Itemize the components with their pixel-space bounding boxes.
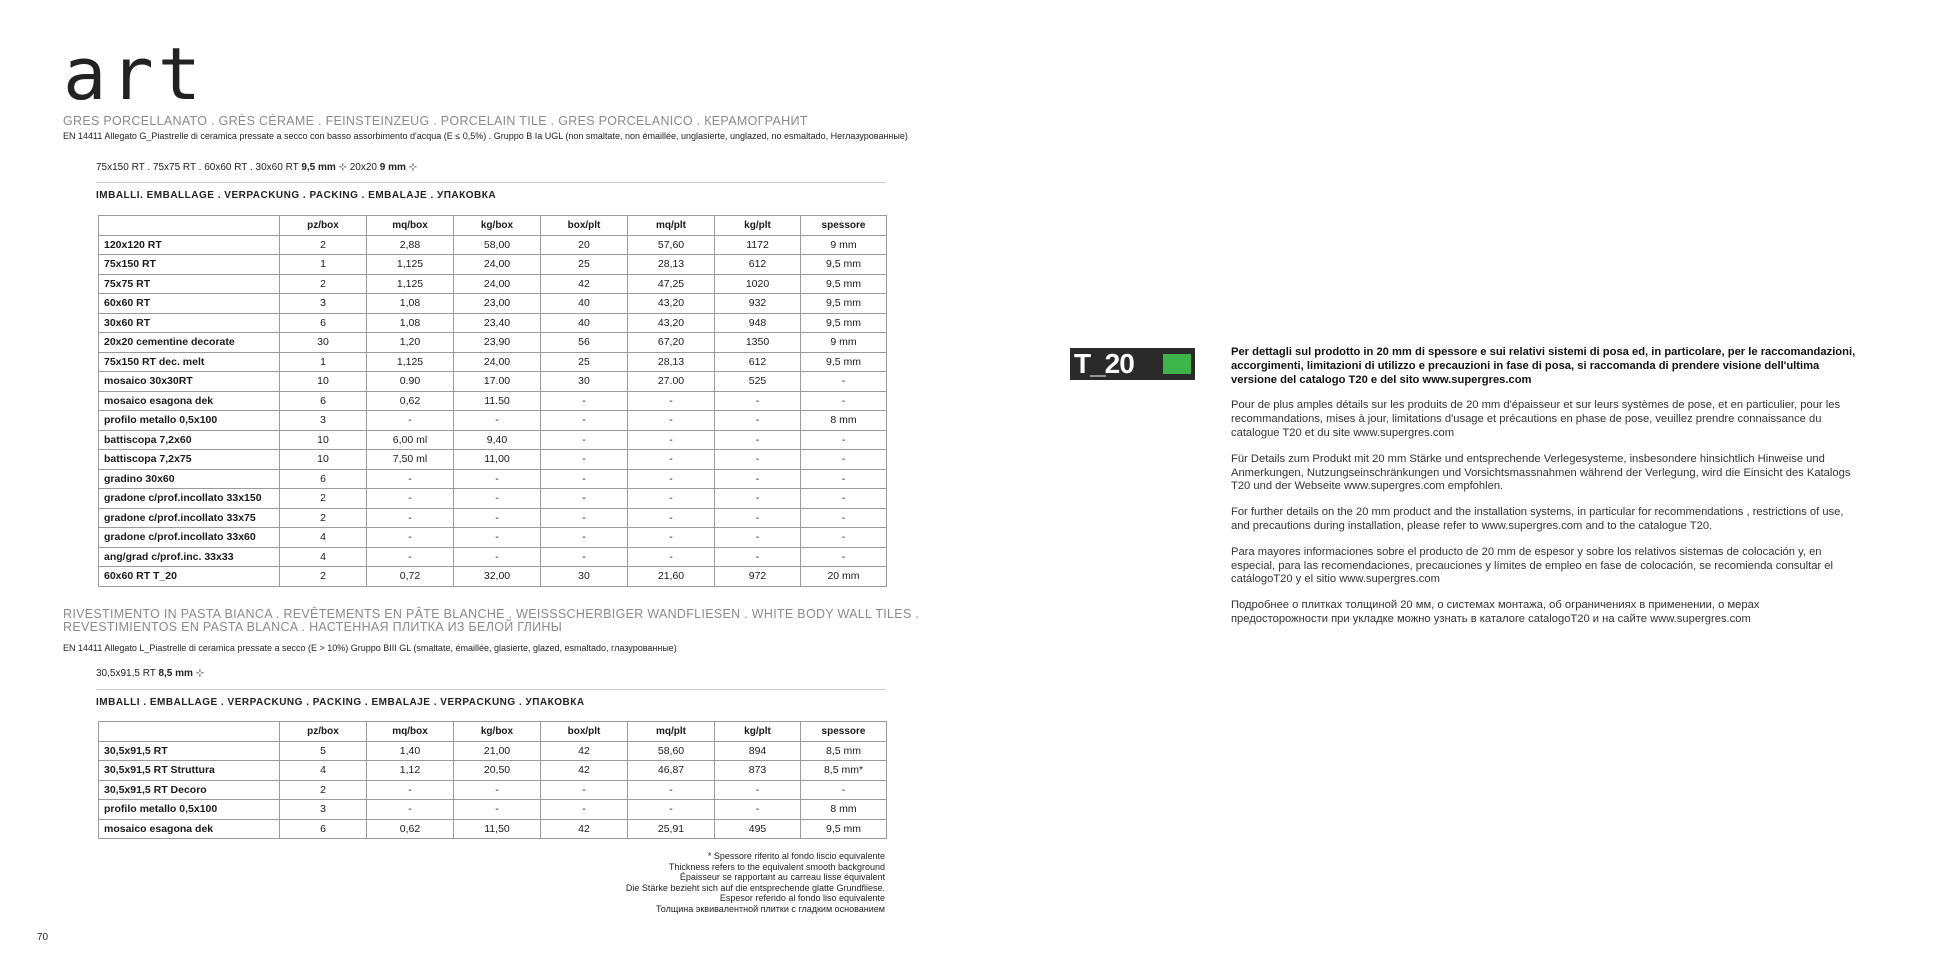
table-cell: 57,60 (628, 235, 715, 255)
table-cell: 42 (541, 741, 628, 761)
table-cell: 2 (280, 508, 367, 528)
table-cell: 495 (715, 819, 801, 839)
product-name-cell: 30,5x91,5 RT Struttura (99, 761, 280, 781)
table-cell: 2 (280, 274, 367, 294)
table-cell: - (541, 547, 628, 567)
table-cell: - (801, 469, 887, 489)
table-cell: 3 (280, 294, 367, 314)
table-cell: 10 (280, 450, 367, 470)
table-cell: - (541, 489, 628, 509)
divider (96, 689, 886, 690)
footnote-line: * Spessore riferito al fondo liscio equivalente (707, 851, 885, 861)
header-blank-cell (99, 216, 280, 236)
table-cell: - (628, 489, 715, 509)
table-cell: 42 (541, 761, 628, 781)
product-name-cell: battiscopa 7,2x60 (99, 430, 280, 450)
table-cell: - (454, 547, 541, 567)
table-cell: - (715, 780, 801, 800)
table-cell: - (801, 372, 887, 392)
product-name-cell: ang/grad c/prof.inc. 33x33 (99, 547, 280, 567)
table-cell: 11,00 (454, 450, 541, 470)
table-cell: 28,13 (628, 255, 715, 275)
table-cell: 21,00 (454, 741, 541, 761)
column-header: kg/plt (715, 216, 801, 236)
table-cell: 525 (715, 372, 801, 392)
table-cell: 1350 (715, 333, 801, 353)
porcelain-norm: EN 14411 Allegato G_Piastrelle di ceramica pressate a secco con basso assorbimento d'acqua (E ≤ 0,5%) . Gruppo B Ia UGL (non smaltate, non émaillée, unglasierte, unglazed, no esmaltado, Неглазурованные) (63, 131, 908, 141)
product-name-cell: gradone c/prof.incollato 33x60 (99, 528, 280, 548)
table-cell: 56 (541, 333, 628, 353)
porcelain-packing-title: IMBALLI. EMBALLAGE . VERPACKUNG . PACKING . EMBALAJE . УПАКОВКА (96, 190, 497, 201)
table-row (99, 489, 887, 509)
product-name-cell: 30,5x91,5 RT (99, 741, 280, 761)
table-cell: 1,08 (367, 294, 454, 314)
table-cell: - (801, 780, 887, 800)
formats-thickness: 8,5 mm (158, 668, 193, 679)
table-cell: 6 (280, 819, 367, 839)
table-cell: 40 (541, 294, 628, 314)
column-header: box/plt (541, 722, 628, 742)
brand-logo: art (63, 32, 206, 116)
table-cell: - (454, 800, 541, 820)
product-name-cell: 60x60 RT T_20 (99, 567, 280, 587)
table-cell: - (628, 547, 715, 567)
table-row (99, 528, 887, 548)
table-row (99, 372, 887, 392)
table-row (99, 255, 887, 275)
table-cell: - (715, 411, 801, 431)
table-cell: - (454, 411, 541, 431)
product-name-cell: 30x60 RT (99, 313, 280, 333)
footnote-line: Die Stärke bezieht sich auf die entsprechende glatte Grundfliese. (625, 882, 885, 893)
table-row (99, 780, 887, 800)
table-cell: - (628, 469, 715, 489)
column-header: kg/plt (715, 722, 801, 742)
table-cell: 20,50 (454, 761, 541, 781)
table-cell: 9 mm (801, 333, 887, 353)
column-header: mq/box (367, 722, 454, 742)
table-cell: 67,20 (628, 333, 715, 353)
table-cell: 948 (715, 313, 801, 333)
t20-note-es: Para mayores informaciones sobre el producto de 20 mm de espesor y sobre los relativos sistemas de colocación y, en especial, para las recomendaciones, precauciones y límites de empleo en fase de colocación, se recomienda consultar el catálogoT20 y el sitio www.supergres.com (1231, 545, 1833, 586)
table-row (99, 508, 887, 528)
product-name-cell: profilo metallo 0,5x100 (99, 411, 280, 431)
table-cell: 5 (280, 741, 367, 761)
table-cell: 0,72 (367, 567, 454, 587)
product-name-cell: profilo metallo 0,5x100 (99, 800, 280, 820)
formats-list: 75x150 RT . 75x75 RT . 60x60 RT . 30x60 RT (96, 162, 299, 173)
table-cell: - (541, 430, 628, 450)
table-cell: - (367, 489, 454, 509)
table-cell: - (628, 528, 715, 548)
product-name-cell: gradone c/prof.incollato 33x150 (99, 489, 280, 509)
table-row (99, 333, 887, 353)
table-row (99, 547, 887, 567)
wall-norm: EN 14411 Allegato L_Piastrelle di ceramica pressate a secco (E > 10%) Gruppo BIII GL (smaltate, émaillée, glasierte, glazed, esmaltado, глазурованные) (63, 643, 677, 653)
table-cell: - (628, 780, 715, 800)
table-cell: - (541, 469, 628, 489)
table-cell: - (454, 489, 541, 509)
table-cell: - (628, 508, 715, 528)
t20-note-ru: Подробнее о плитках толщиной 20 мм, о системах монтажа, об ограничениях в применении, о мерах предосторожности при укладке можно узнать в каталоге catalogoT20 и на сайте www.supergres.com (1231, 599, 1760, 625)
table-cell: 40 (541, 313, 628, 333)
t20-notes (1231, 346, 1859, 639)
column-header: box/plt (541, 216, 628, 236)
porcelain-packing-table (98, 215, 887, 587)
header-blank-cell (99, 722, 280, 742)
table-cell: 24,00 (454, 274, 541, 294)
footnote-line: Épaisseur se rapportant au carreau lisse équivalent (679, 872, 885, 883)
table-cell: 4 (280, 761, 367, 781)
table-cell: 30 (541, 372, 628, 392)
table-cell: - (628, 391, 715, 411)
table-cell: 42 (541, 819, 628, 839)
table-cell: 20 (541, 235, 628, 255)
formats-thickness: 9,5 mm (301, 162, 336, 173)
table-cell: 11.50 (454, 391, 541, 411)
table-cell: 30 (541, 567, 628, 587)
t20-note-en: For further details on the 20 mm product and the installation systems, in particular for recommendations , restrictions of use, and precautions during installation, please refer to www.supergres.com and to the catalogue T20. (1231, 506, 1844, 532)
table-cell: - (367, 528, 454, 548)
table-row (99, 450, 887, 470)
table-cell: 9,5 mm (801, 819, 887, 839)
table-cell: - (367, 469, 454, 489)
table-cell: - (715, 430, 801, 450)
table-cell: 9,5 mm (801, 255, 887, 275)
table-cell: 3 (280, 800, 367, 820)
table-cell: 9,40 (454, 430, 541, 450)
table-cell: 2 (280, 489, 367, 509)
table-cell: 6 (280, 391, 367, 411)
table-cell: - (628, 800, 715, 820)
table-row (99, 741, 887, 761)
product-name-cell: 75x75 RT (99, 274, 280, 294)
table-cell: - (715, 391, 801, 411)
product-name-cell: mosaico 30x30RT (99, 372, 280, 392)
table-row (99, 352, 887, 372)
table-cell: 6 (280, 469, 367, 489)
table-cell: 1,125 (367, 255, 454, 275)
table-cell: 2 (280, 780, 367, 800)
table-row (99, 800, 887, 820)
wall-formats (96, 668, 204, 679)
t20-badge-text: T_20 (1074, 348, 1134, 379)
table-cell: 27.00 (628, 372, 715, 392)
product-name-cell: 30,5x91,5 RT Decoro (99, 780, 280, 800)
table-cell: 11,50 (454, 819, 541, 839)
porcelain-formats (96, 162, 417, 173)
table-cell: 17.00 (454, 372, 541, 392)
column-header: pz/box (280, 216, 367, 236)
table-cell: - (454, 780, 541, 800)
table-cell: 932 (715, 294, 801, 314)
table-cell: 1,20 (367, 333, 454, 353)
t20-note-it: Per dettagli sul prodotto in 20 mm di spessore e sui relativi sistemi di posa ed, in particolare, per le raccomandazioni, accorgimenti, limitazioni di utilizzo e precauzioni in fase di posa, si raccomanda di prendere visione dell'ultima versione del catalogo T20 e del sito www.supergres.com (1231, 346, 1856, 386)
table-cell: 612 (715, 352, 801, 372)
product-name-cell: 75x150 RT dec. melt (99, 352, 280, 372)
table-cell: 28,13 (628, 352, 715, 372)
porcelain-title: GRES PORCELLANATO . GRÈS CÉRAME . FEINSTEINZEUG . PORCELAIN TILE . GRES PORCELANICO . КЕРАМОГРАНИТ (63, 114, 808, 128)
table-cell: 9,5 mm (801, 352, 887, 372)
table-cell: 9 mm (801, 235, 887, 255)
footnote-line: Толщина эквивалентной плитки с гладким основанием (656, 903, 885, 914)
product-name-cell: mosaico esagona dek (99, 819, 280, 839)
table-cell: 46,87 (628, 761, 715, 781)
table-cell: 3 (280, 411, 367, 431)
table-cell: 1172 (715, 235, 801, 255)
table-cell: - (801, 547, 887, 567)
table-cell: - (454, 508, 541, 528)
formats-list-2: 20x20 (349, 162, 377, 173)
footnote-line: Thickness refers to the equivalent smooth background (668, 861, 885, 872)
table-cell: - (801, 528, 887, 548)
wall-title-line-1: RIVESTIMENTO IN PASTA BIANCA . REVÊTEMENTS EN PÂTE BLANCHE . WEISSSCHERBIGER WANDFLIESEN . WHITE BODY WALL TILES . (63, 607, 920, 621)
table-cell: 10 (280, 372, 367, 392)
table-row (99, 274, 887, 294)
table-cell: - (801, 508, 887, 528)
table-cell: 894 (715, 741, 801, 761)
table-row (99, 391, 887, 411)
table-cell: - (541, 780, 628, 800)
table-cell: - (541, 528, 628, 548)
table-cell: 21,60 (628, 567, 715, 587)
table-row (99, 567, 887, 587)
table-header-row (99, 722, 887, 742)
table-cell: - (801, 391, 887, 411)
divider (96, 182, 886, 183)
product-name-cell: mosaico esagona dek (99, 391, 280, 411)
table-row (99, 294, 887, 314)
table-cell: 0.90 (367, 372, 454, 392)
table-cell: 612 (715, 255, 801, 275)
table-cell: - (628, 411, 715, 431)
column-header: spessore (801, 216, 887, 236)
table-cell: 30 (280, 333, 367, 353)
table-cell: - (454, 469, 541, 489)
table-cell: - (628, 430, 715, 450)
table-cell: - (801, 450, 887, 470)
product-name-cell: 120x120 RT (99, 235, 280, 255)
table-cell: - (715, 469, 801, 489)
table-cell: 25 (541, 255, 628, 275)
table-cell: 1,125 (367, 352, 454, 372)
table-row (99, 411, 887, 431)
t20-note-fr: Pour de plus amples détails sur les produits de 20 mm d'épaisseur et sur leurs systèmes de pose, et en particulier, pour les recommandations, mises à jour, limitations d'usage et précautions en phase de pose, veuillez prendre connaissance du catalogue T20 et du site www.supergres.com (1231, 399, 1841, 439)
table-cell: 43,20 (628, 294, 715, 314)
column-header: pz/box (280, 722, 367, 742)
wall-title-line-2: REVESTIMIENTOS EN PASTA BLANCA . НАСТЕННАЯ ПЛИТКА ИЗ БЕЛОЙ ГЛИНЫ (63, 620, 563, 634)
table-cell: 2,88 (367, 235, 454, 255)
table-cell: 9,5 mm (801, 313, 887, 333)
table-cell: 2 (280, 567, 367, 587)
table-cell: 9,5 mm (801, 274, 887, 294)
table-cell: 972 (715, 567, 801, 587)
thickness-icon: ⊹ (195, 668, 205, 679)
table-cell: 4 (280, 528, 367, 548)
table-row (99, 313, 887, 333)
column-header: spessore (801, 722, 887, 742)
table-cell: 8 mm (801, 800, 887, 820)
table-cell: - (454, 528, 541, 548)
table-cell: - (541, 508, 628, 528)
column-header: kg/box (454, 722, 541, 742)
table-cell: 58,00 (454, 235, 541, 255)
t20-note-de: Für Details zum Produkt mit 20 mm Stärke und entsprechende Verlegesysteme, insbesondere hinsichtlich Hinweise und Anmerkungen, Nutzungseinschränkungen und Vorsichtsmassnahmen während der Verlegung, wird die Einsicht des Katalogs T20 und der Webseite www.supergres.com empfohlen. (1231, 452, 1851, 493)
table-cell: - (801, 430, 887, 450)
footnote-line: Espesor referido al fondo liso equivalente (719, 893, 885, 904)
footnotes (560, 851, 885, 915)
column-header: kg/box (454, 216, 541, 236)
table-cell: 23,00 (454, 294, 541, 314)
product-name-cell: 20x20 cementine decorate (99, 333, 280, 353)
table-cell: - (367, 800, 454, 820)
formats-list: 30,5x91,5 RT (96, 668, 156, 679)
table-cell: 25 (541, 352, 628, 372)
table-cell: - (715, 508, 801, 528)
table-cell: 23,90 (454, 333, 541, 353)
table-cell: 47,25 (628, 274, 715, 294)
table-cell: 23,40 (454, 313, 541, 333)
table-cell: - (715, 547, 801, 567)
table-cell: - (715, 450, 801, 470)
table-cell: 58,60 (628, 741, 715, 761)
table-cell: 6,00 ml (367, 430, 454, 450)
table-cell: - (541, 800, 628, 820)
table-cell: - (367, 411, 454, 431)
table-cell: 6 (280, 313, 367, 333)
table-cell: 1,12 (367, 761, 454, 781)
product-name-cell: gradone c/prof.incollato 33x75 (99, 508, 280, 528)
table-cell: 25,91 (628, 819, 715, 839)
table-cell: 2 (280, 235, 367, 255)
wall-packing-table (98, 721, 887, 839)
table-cell: 24,00 (454, 255, 541, 275)
thickness-icon: ⊹ (338, 162, 347, 173)
table-cell: 10 (280, 430, 367, 450)
wall-packing-title: IMBALLI . EMBALLAGE . VERPACKUNG . PACKING . EMBALAJE . VERPACKUNG . УПАКОВКА (96, 697, 585, 708)
table-cell: 1,125 (367, 274, 454, 294)
column-header: mq/plt (628, 216, 715, 236)
table-row (99, 761, 887, 781)
t20-badge (1070, 348, 1195, 380)
table-cell: 8,5 mm (801, 741, 887, 761)
table-cell: 8,5 mm* (801, 761, 887, 781)
column-header: mq/box (367, 216, 454, 236)
table-cell: - (541, 450, 628, 470)
table-cell: - (801, 489, 887, 509)
table-header-row (99, 216, 887, 236)
table-cell: 1,08 (367, 313, 454, 333)
table-cell: 20 mm (801, 567, 887, 587)
page-number: 70 (37, 932, 49, 943)
table-row (99, 819, 887, 839)
t20-green-block (1163, 354, 1191, 374)
product-name-cell: 60x60 RT (99, 294, 280, 314)
table-cell: 1,40 (367, 741, 454, 761)
table-cell: 873 (715, 761, 801, 781)
table-cell: - (367, 547, 454, 567)
product-name-cell: gradino 30x60 (99, 469, 280, 489)
table-cell: 8 mm (801, 411, 887, 431)
table-cell: 0,62 (367, 819, 454, 839)
table-cell: - (715, 528, 801, 548)
table-cell: 24,00 (454, 352, 541, 372)
thickness-icon: ⊹ (408, 162, 418, 173)
column-header: mq/plt (628, 722, 715, 742)
table-cell: - (715, 489, 801, 509)
table-cell: 7,50 ml (367, 450, 454, 470)
product-name-cell: 75x150 RT (99, 255, 280, 275)
table-cell: 0,62 (367, 391, 454, 411)
table-cell: - (367, 508, 454, 528)
table-cell: 4 (280, 547, 367, 567)
table-row (99, 430, 887, 450)
table-cell: 43,20 (628, 313, 715, 333)
table-cell: - (628, 450, 715, 470)
table-cell: - (715, 800, 801, 820)
table-cell: - (541, 411, 628, 431)
table-row (99, 469, 887, 489)
table-cell: 1 (280, 352, 367, 372)
product-name-cell: battiscopa 7,2x75 (99, 450, 280, 470)
formats-thickness-2: 9 mm (379, 162, 406, 173)
table-cell: 42 (541, 274, 628, 294)
table-cell: - (367, 780, 454, 800)
table-cell: - (541, 391, 628, 411)
table-cell: 1 (280, 255, 367, 275)
table-cell: 32,00 (454, 567, 541, 587)
table-row (99, 235, 887, 255)
table-cell: 1020 (715, 274, 801, 294)
table-cell: 9,5 mm (801, 294, 887, 314)
